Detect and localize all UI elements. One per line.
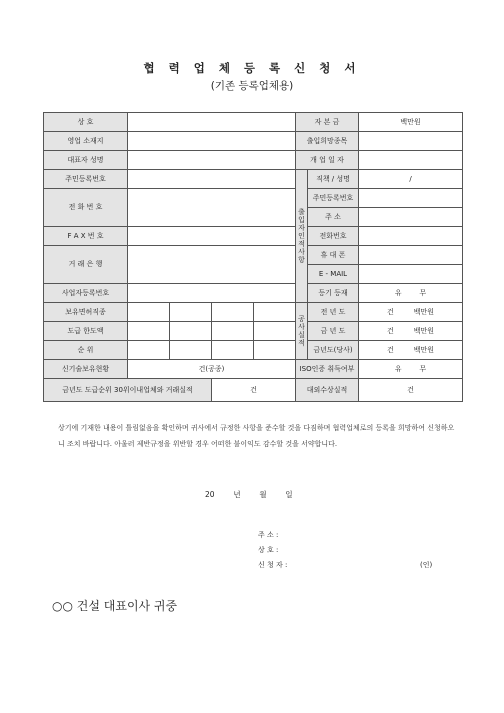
bank-field[interactable]	[128, 246, 296, 284]
address-field[interactable]	[359, 208, 463, 227]
contact-resident-number-label: 주민등록번호	[308, 189, 359, 208]
date-month-label: 월	[259, 490, 267, 499]
overseas-field[interactable]: 건	[359, 379, 463, 402]
contact-section-label: 출 입 자 인 적 사 항	[296, 170, 308, 303]
capital-label: 자 본 금	[296, 113, 359, 132]
iso-field[interactable]: 유 무	[359, 360, 463, 379]
resident-number-field[interactable]	[128, 170, 296, 189]
current-year-label: 금년도(당사)	[308, 341, 359, 360]
license-field-2[interactable]	[170, 303, 212, 322]
sig-address-label: 주 소 :	[258, 531, 279, 539]
new-tech-field[interactable]: 건(공종)	[128, 360, 296, 379]
date-year-label: 년	[233, 490, 241, 499]
email-field[interactable]	[359, 265, 463, 284]
sig-company-label: 상 호 :	[258, 546, 279, 554]
contact-phone-label: 전화번호	[308, 227, 359, 246]
fax-label: F A X 번 호	[44, 227, 128, 246]
date-line	[205, 489, 293, 500]
sig-applicant-field[interactable]	[310, 558, 390, 573]
rank-field-4[interactable]	[254, 341, 296, 360]
contract-limit-field-1[interactable]	[128, 322, 170, 341]
contact-phone-field[interactable]	[359, 227, 463, 246]
contract-limit-label: 도급 한도액	[44, 322, 128, 341]
representative-label: 대표자 성명	[44, 151, 128, 170]
phone-label: 전 화 번 호	[44, 189, 128, 227]
fax-field[interactable]	[128, 227, 296, 246]
license-label: 보유면허직종	[44, 303, 128, 322]
form-subtitle: (기존 등록업체용)	[210, 80, 294, 92]
mobile-label: 휴 대 폰	[308, 246, 359, 265]
pledge-notice: 상기에 기재한 내용이 틀림없음을 확인하며 귀사에서 규정한 사항을 준수할 것을 다짐하며 협력업체로의 등록을 희망하여 신청하오니 조치 바랍니다. 아울러 제반규정을 위반할 경우 어떠한 불이익도 감수할 것을 서약합니다.	[58, 424, 455, 448]
position-name-label: 직책 / 성명	[308, 170, 359, 189]
signature-block	[258, 528, 432, 573]
resident-number-label: 주민등록번호	[44, 170, 128, 189]
ranking-note-label: 금년도 도급순위 30위이내업체와 거래실적	[44, 379, 212, 402]
email-label: E - MAIL	[308, 265, 359, 284]
opening-date-label: 개 업 일 자	[296, 151, 359, 170]
this-year-field[interactable]: 건 백만원	[359, 322, 463, 341]
license-field-3[interactable]	[212, 303, 254, 322]
rank-label: 순 위	[44, 341, 128, 360]
representative-field[interactable]	[128, 151, 296, 170]
reg-status-field[interactable]: 유 무	[359, 284, 463, 303]
this-year-label: 금 년 도	[308, 322, 359, 341]
date-day-label: 일	[285, 490, 293, 499]
address-label: 주 소	[308, 208, 359, 227]
business-reg-number-label: 사업자등록번호	[44, 284, 128, 303]
rank-field-2[interactable]	[170, 341, 212, 360]
company-name-field[interactable]	[128, 113, 296, 132]
business-location-label: 영업 소재지	[44, 132, 128, 151]
applied-type-label: 출입희망종목	[296, 132, 359, 151]
applied-type-field[interactable]	[359, 132, 463, 151]
position-name-field[interactable]: /	[359, 170, 463, 189]
prev-year-label: 전 년 도	[308, 303, 359, 322]
new-tech-label: 신기술보유현황	[44, 360, 128, 379]
ranking-note-field[interactable]: 건	[212, 379, 296, 402]
current-year-field[interactable]: 건 백만원	[359, 341, 463, 360]
construction-section-label: 공 사 실 적	[296, 303, 308, 360]
license-field-4[interactable]	[254, 303, 296, 322]
iso-label: ISO인증 취득여부	[296, 360, 359, 379]
reg-status-label: 등기 등재	[308, 284, 359, 303]
overseas-label: 대외수상실적	[296, 379, 359, 402]
prev-year-field[interactable]: 건 백만원	[359, 303, 463, 322]
contract-limit-field-2[interactable]	[170, 322, 212, 341]
contract-limit-field-3[interactable]	[212, 322, 254, 341]
rank-field-3[interactable]	[212, 341, 254, 360]
sig-company-field[interactable]	[310, 543, 390, 558]
capital-field[interactable]: 백만원	[359, 113, 463, 132]
company-name-label: 상 호	[44, 113, 128, 132]
contact-resident-number-field[interactable]	[359, 189, 463, 208]
date-year: 20	[205, 490, 215, 499]
bank-label: 거 래 은 행	[44, 246, 128, 284]
addressee: ○○ 건설 대표이사 귀중	[52, 599, 178, 613]
form-title: 협 력 업 체 등 록 신 청 서	[143, 61, 361, 75]
mobile-field[interactable]	[359, 246, 463, 265]
business-reg-number-field[interactable]	[128, 284, 296, 303]
registration-table	[43, 112, 463, 402]
seal-mark: (인)	[420, 561, 433, 569]
rank-field-1[interactable]	[128, 341, 170, 360]
sig-applicant-label: 신 청 자 :	[258, 561, 288, 569]
opening-date-field[interactable]	[359, 151, 463, 170]
business-location-field[interactable]	[128, 132, 296, 151]
phone-field[interactable]	[128, 189, 296, 227]
license-field-1[interactable]	[128, 303, 170, 322]
sig-address-field[interactable]	[310, 528, 390, 543]
contract-limit-field-4[interactable]	[254, 322, 296, 341]
